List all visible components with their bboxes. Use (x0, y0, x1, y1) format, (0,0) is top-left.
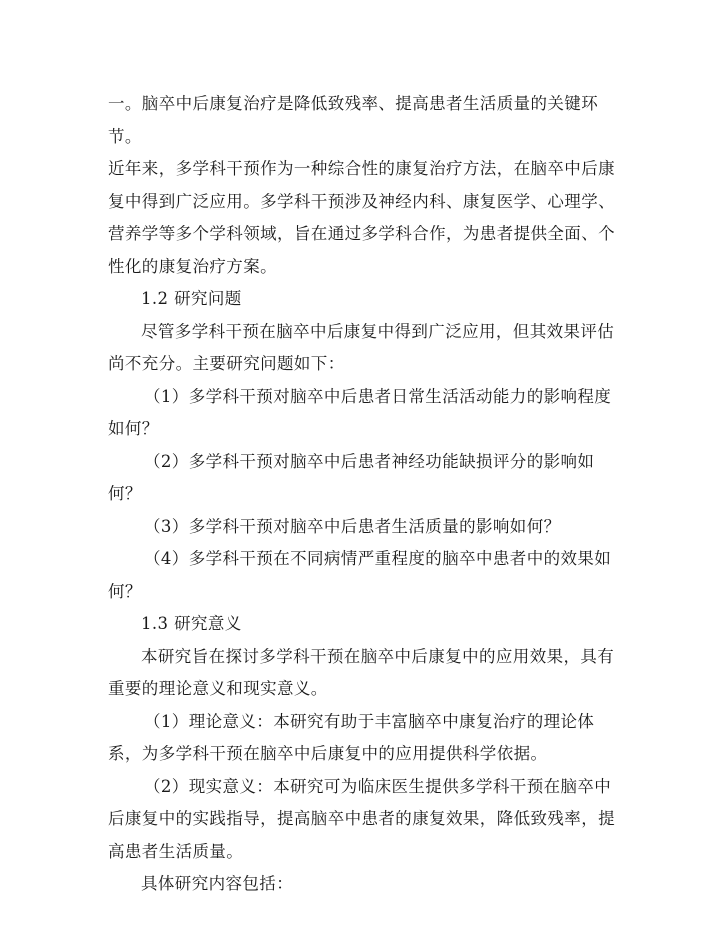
paragraph-research-content: 具体研究内容包括： (141, 874, 294, 893)
section-heading-1-3: 1.3 研究意义 (141, 614, 242, 633)
list-item-theoretical-significance: （1）理论意义：本研究有助于丰富脑卒中康复治疗的理论体系，为多学科干预在脑卒中后康复中的应用提供科学依据。 (108, 711, 595, 763)
list-item-question-2: （2）多学科干预对脑卒中后患者神经功能缺损评分的影响如何？ (108, 451, 595, 503)
list-item-question-1: （1）多学科干预对脑卒中后患者日常生活活动能力的影响程度如何？ (108, 386, 612, 438)
paragraph-background: 近年来，多学科干预作为一种综合性的康复治疗方法，在脑卒中后康复中得到广泛应用。多学科干预涉及神经内科、康复医学、心理学、营养学等多个学科领域，旨在通过多学科合作，为患者提供全面、个性化的康复治疗方案。 (108, 159, 615, 276)
paragraph-research-questions: 尽管多学科干预在脑卒中后康复中得到广泛应用，但其效果评估尚不充分。主要研究问题如下： (108, 321, 615, 373)
document-body (108, 88, 618, 901)
list-item-question-3: （3）多学科干预对脑卒中后患者生活质量的影响如何？ (144, 516, 561, 536)
paragraph-significance: 本研究旨在探讨多学科干预在脑卒中后康复中的应用效果，具有重要的理论意义和现实意义。 (108, 646, 615, 698)
list-item-practical-significance: （2）现实意义：本研究可为临床医生提供多学科干预在脑卒中后康复中的实践指导，提高脑卒中患者的康复效果，降低致残率，提高患者生活质量。 (108, 776, 615, 861)
paragraph-intro-end: 一。脑卒中后康复治疗是降低致残率、提高患者生活质量的关键环节。 (108, 94, 599, 146)
section-heading-1-2: 1.2 研究问题 (141, 289, 242, 308)
list-item-question-4: （4）多学科干预在不同病情严重程度的脑卒中患者中的效果如何？ (108, 549, 612, 601)
